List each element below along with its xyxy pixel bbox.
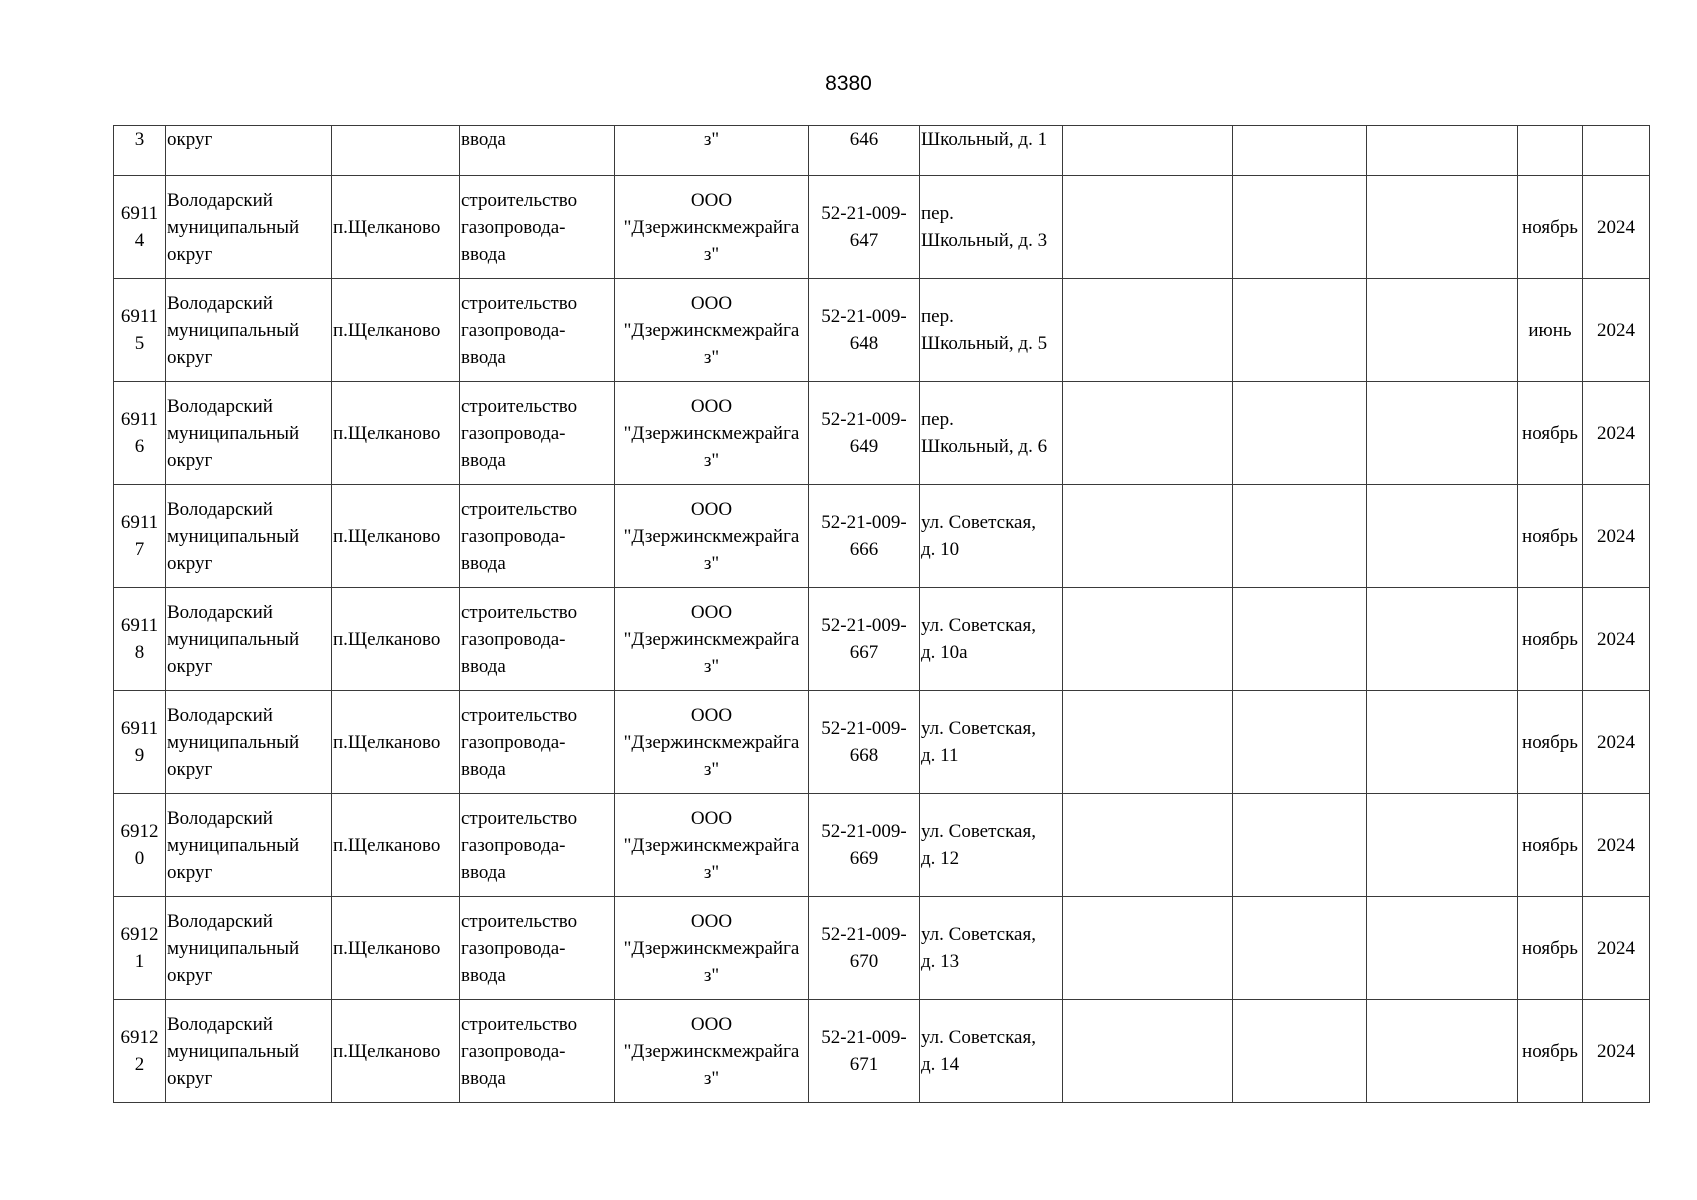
cell-number-line: 1 — [134, 951, 145, 972]
table-row-continued — [114, 126, 1650, 176]
cell-number — [114, 897, 166, 1000]
cell-address — [920, 1000, 1063, 1103]
cell-address-line: ул. Советская, — [921, 512, 1036, 533]
cell-number — [114, 176, 166, 279]
cell-address — [920, 176, 1063, 279]
cell-district — [166, 279, 332, 382]
cell-object-code-line: 52-21-009- — [821, 821, 907, 842]
cell-work-type-line: газопровода- — [461, 216, 566, 238]
cell-empty — [1063, 691, 1233, 794]
cell-district — [166, 897, 332, 1000]
table-body — [114, 126, 1650, 1103]
cell-organization-line: з" — [703, 449, 720, 471]
table-row — [114, 1000, 1650, 1103]
cell-organization — [615, 1000, 809, 1103]
cell-object-code-line: 52-21-009- — [821, 924, 907, 945]
cell-empty — [1233, 126, 1367, 176]
cell-object-code-line: 647 — [849, 230, 879, 251]
cell-district-line: муниципальный — [167, 422, 300, 444]
cell-work-type-line: газопровода- — [461, 834, 566, 856]
cell-organization-line: з" — [703, 243, 720, 265]
cell-month: ноябрь — [1518, 794, 1583, 897]
cell-organization — [615, 176, 809, 279]
cell-object-code-line: 52-21-009- — [821, 409, 907, 430]
cell-empty — [1063, 279, 1233, 382]
cell-number — [114, 382, 166, 485]
cell-work-type-line: строительство — [461, 292, 578, 314]
cell-empty — [1367, 279, 1518, 382]
cell-address — [920, 485, 1063, 588]
cell-district-line: Володарский — [167, 704, 273, 726]
cell-address-line: ул. Советская, — [921, 718, 1036, 739]
cell-address-line: д. 13 — [921, 951, 960, 972]
cell-address-line: пер. — [921, 409, 954, 430]
cell-object-code-line: 52-21-009- — [821, 615, 907, 636]
cell-empty — [1233, 382, 1367, 485]
cell-object-code-line: 671 — [849, 1054, 879, 1075]
cell-organization-line: "Дзержинскмежрайга — [623, 834, 800, 856]
cell-organization-line: з" — [703, 346, 720, 368]
cell-organization-line: з" — [703, 861, 720, 883]
cell-year: 2024 — [1583, 897, 1650, 1000]
table-row — [114, 382, 1650, 485]
cell-district-line: муниципальный — [167, 937, 300, 959]
cell-address-line: ул. Советская, — [921, 821, 1036, 842]
cell-organization-line: з" — [703, 552, 720, 574]
cell-work-type-line: строительство — [461, 910, 578, 932]
cell-district-line: муниципальный — [167, 1040, 300, 1062]
cell-object-code-line: 667 — [849, 642, 879, 663]
cell-work-type-line: строительство — [461, 704, 578, 726]
cell-number-line: 6911 — [120, 718, 159, 739]
cell-district: округ — [166, 126, 332, 176]
cell-empty — [1367, 1000, 1518, 1103]
cell-empty — [1233, 691, 1367, 794]
cell-object-code-line: 649 — [849, 436, 879, 457]
cell-district-line: Володарский — [167, 498, 273, 520]
cell-organization: з" — [615, 126, 809, 176]
cell-empty — [1063, 382, 1233, 485]
table-row — [114, 176, 1650, 279]
cell-number-line: 6 — [134, 436, 145, 457]
cell-work-type — [460, 691, 615, 794]
cell-place: п.Щелканово — [332, 691, 460, 794]
cell-number: 3 — [114, 126, 166, 176]
cell-work-type-line: ввода — [461, 655, 506, 677]
cell-month: ноябрь — [1518, 897, 1583, 1000]
cell-district-line: Володарский — [167, 910, 273, 932]
cell-district-line: округ — [167, 449, 213, 471]
cell-district-line: муниципальный — [167, 525, 300, 547]
cell-number-line: 0 — [134, 848, 145, 869]
cell-object-code — [809, 588, 920, 691]
cell-year: 2024 — [1583, 588, 1650, 691]
cell-number-line: 8 — [134, 642, 145, 663]
cell-organization-line: ООО — [690, 189, 733, 211]
cell-district-line: муниципальный — [167, 628, 300, 650]
cell-organization-line: ООО — [690, 498, 733, 520]
cell-place: п.Щелканово — [332, 279, 460, 382]
cell-work-type-line: строительство — [461, 1013, 578, 1035]
cell-number — [114, 485, 166, 588]
cell-address: Школьный, д. 1 — [920, 126, 1063, 176]
cell-place: п.Щелканово — [332, 382, 460, 485]
cell-number-line: 6911 — [120, 203, 159, 224]
cell-empty — [1233, 897, 1367, 1000]
cell-month: ноябрь — [1518, 176, 1583, 279]
cell-organization-line: "Дзержинскмежрайга — [623, 937, 800, 959]
cell-organization — [615, 279, 809, 382]
cell-work-type-line: газопровода- — [461, 319, 566, 341]
cell-month: ноябрь — [1518, 691, 1583, 794]
table-row — [114, 897, 1650, 1000]
cell-work-type — [460, 279, 615, 382]
cell-object-code — [809, 485, 920, 588]
cell-organization-line: ООО — [690, 292, 733, 314]
cell-district-line: муниципальный — [167, 216, 300, 238]
cell-empty — [1063, 126, 1233, 176]
cell-object-code-line: 648 — [849, 333, 879, 354]
cell-empty — [1063, 1000, 1233, 1103]
cell-number-line: 6912 — [120, 924, 159, 945]
cell-work-type-line: газопровода- — [461, 937, 566, 959]
cell-organization-line: ООО — [690, 395, 733, 417]
cell-organization-line: "Дзержинскмежрайга — [623, 319, 800, 341]
cell-district — [166, 176, 332, 279]
cell-object-code-line: 52-21-009- — [821, 203, 907, 224]
table-row — [114, 279, 1650, 382]
cell-address-line: пер. — [921, 203, 954, 224]
cell-district-line: округ — [167, 1067, 213, 1089]
cell-object-code-line: 52-21-009- — [821, 1027, 907, 1048]
cell-place: п.Щелканово — [332, 176, 460, 279]
cell-empty — [1233, 279, 1367, 382]
cell-empty — [1233, 1000, 1367, 1103]
cell-address-line: Школьный, д. 3 — [921, 230, 1048, 251]
cell-organization-line: з" — [703, 655, 720, 677]
cell-empty — [1063, 588, 1233, 691]
cell-object-code-line: 668 — [849, 745, 879, 766]
cell-work-type-line: строительство — [461, 498, 578, 520]
cell-work-type-line: ввода — [461, 964, 506, 986]
cell-address — [920, 691, 1063, 794]
cell-object-code — [809, 794, 920, 897]
cell-empty — [1233, 588, 1367, 691]
cell-work-type-line: газопровода- — [461, 422, 566, 444]
cell-district — [166, 485, 332, 588]
cell-organization-line: ООО — [690, 807, 733, 829]
cell-empty — [1367, 382, 1518, 485]
cell-place: п.Щелканово — [332, 1000, 460, 1103]
cell-year: 2024 — [1583, 485, 1650, 588]
cell-district — [166, 1000, 332, 1103]
cell-month: ноябрь — [1518, 485, 1583, 588]
cell-organization — [615, 485, 809, 588]
table-row — [114, 691, 1650, 794]
cell-organization-line: з" — [703, 1067, 720, 1089]
cell-work-type-line: ввода — [461, 1067, 506, 1089]
cell-district-line: Володарский — [167, 601, 273, 623]
cell-district — [166, 588, 332, 691]
cell-address-line: Школьный, д. 6 — [921, 436, 1048, 457]
cell-work-type — [460, 382, 615, 485]
cell-organization-line: "Дзержинскмежрайга — [623, 422, 800, 444]
cell-work-type: ввода — [460, 126, 615, 176]
cell-organization — [615, 691, 809, 794]
cell-number — [114, 588, 166, 691]
cell-number-line: 6911 — [120, 409, 159, 430]
cell-empty — [1063, 176, 1233, 279]
cell-number-line: 2 — [134, 1054, 145, 1075]
cell-year — [1583, 126, 1650, 176]
cell-organization-line: ООО — [690, 1013, 733, 1035]
cell-month: июнь — [1518, 279, 1583, 382]
cell-work-type-line: ввода — [461, 861, 506, 883]
table-row — [114, 588, 1650, 691]
cell-organization-line: ООО — [690, 910, 733, 932]
cell-organization-line: ООО — [690, 601, 733, 623]
cell-work-type — [460, 794, 615, 897]
cell-address-line: д. 10а — [921, 642, 968, 663]
cell-number-line: 6911 — [120, 306, 159, 327]
cell-year: 2024 — [1583, 794, 1650, 897]
cell-object-code-line: 52-21-009- — [821, 512, 907, 533]
cell-address — [920, 382, 1063, 485]
cell-work-type-line: строительство — [461, 395, 578, 417]
gas-connection-table — [113, 125, 1650, 1103]
cell-organization — [615, 382, 809, 485]
cell-work-type-line: газопровода- — [461, 628, 566, 650]
cell-work-type-line: строительство — [461, 807, 578, 829]
cell-empty — [1367, 691, 1518, 794]
cell-object-code — [809, 382, 920, 485]
cell-address-line: д. 14 — [921, 1054, 960, 1075]
cell-address-line: д. 11 — [921, 745, 959, 766]
cell-year: 2024 — [1583, 279, 1650, 382]
cell-district-line: Володарский — [167, 807, 273, 829]
cell-empty — [1367, 794, 1518, 897]
cell-work-type-line: ввода — [461, 243, 506, 265]
cell-number-line: 6912 — [120, 1027, 159, 1048]
cell-work-type — [460, 897, 615, 1000]
cell-number-line: 4 — [134, 230, 145, 251]
cell-district — [166, 691, 332, 794]
table-row — [114, 485, 1650, 588]
cell-organization-line: з" — [703, 964, 720, 986]
cell-work-type — [460, 485, 615, 588]
cell-number — [114, 794, 166, 897]
cell-number-line: 5 — [134, 333, 145, 354]
cell-object-code — [809, 176, 920, 279]
cell-number-line: 7 — [134, 539, 145, 560]
cell-organization — [615, 588, 809, 691]
cell-object-code — [809, 691, 920, 794]
cell-address-line: пер. — [921, 306, 954, 327]
cell-object-code — [809, 279, 920, 382]
cell-address — [920, 588, 1063, 691]
cell-month: ноябрь — [1518, 1000, 1583, 1103]
page-number: 8380 — [825, 72, 872, 95]
cell-year: 2024 — [1583, 176, 1650, 279]
cell-district-line: Володарский — [167, 1013, 273, 1035]
cell-organization — [615, 794, 809, 897]
cell-address-line: ул. Советская, — [921, 924, 1036, 945]
cell-number-line: 6911 — [120, 615, 159, 636]
cell-district-line: муниципальный — [167, 731, 300, 753]
cell-empty — [1367, 897, 1518, 1000]
cell-work-type-line: строительство — [461, 189, 578, 211]
cell-organization-line: "Дзержинскмежрайга — [623, 216, 800, 238]
cell-object-code-line: 670 — [849, 951, 879, 972]
cell-empty — [1367, 485, 1518, 588]
cell-number-line: 9 — [134, 745, 145, 766]
cell-district-line: Володарский — [167, 189, 273, 211]
cell-place: п.Щелканово — [332, 485, 460, 588]
cell-organization-line: "Дзержинскмежрайга — [623, 525, 800, 547]
cell-place: п.Щелканово — [332, 897, 460, 1000]
cell-organization-line: з" — [703, 758, 720, 780]
cell-district — [166, 382, 332, 485]
cell-district-line: округ — [167, 346, 213, 368]
cell-object-code-line: 669 — [849, 848, 879, 869]
cell-address-line: д. 10 — [921, 539, 960, 560]
cell-district-line: Володарский — [167, 395, 273, 417]
cell-address-line: Школьный, д. 5 — [921, 333, 1048, 354]
cell-work-type-line: газопровода- — [461, 1040, 566, 1062]
cell-district-line: муниципальный — [167, 319, 300, 341]
cell-month: ноябрь — [1518, 588, 1583, 691]
cell-empty — [1367, 126, 1518, 176]
cell-district-line: округ — [167, 758, 213, 780]
cell-object-code — [809, 1000, 920, 1103]
cell-address — [920, 794, 1063, 897]
cell-object-code-line: 52-21-009- — [821, 718, 907, 739]
cell-organization-line: "Дзержинскмежрайга — [623, 731, 800, 753]
cell-empty — [1233, 485, 1367, 588]
cell-place: п.Щелканово — [332, 588, 460, 691]
cell-district — [166, 794, 332, 897]
cell-empty — [1367, 176, 1518, 279]
cell-work-type-line: строительство — [461, 601, 578, 623]
cell-organization-line: "Дзержинскмежрайга — [623, 628, 800, 650]
cell-number-line: 6911 — [120, 512, 159, 533]
cell-work-type — [460, 1000, 615, 1103]
cell-organization-line: "Дзержинскмежрайга — [623, 1040, 800, 1062]
cell-organization-line: ООО — [690, 704, 733, 726]
cell-object-code-line: 666 — [849, 539, 879, 560]
cell-district-line: округ — [167, 552, 213, 574]
cell-work-type — [460, 588, 615, 691]
cell-place — [332, 126, 460, 176]
cell-object-code — [809, 897, 920, 1000]
cell-number-line: 6912 — [120, 821, 159, 842]
cell-year: 2024 — [1583, 691, 1650, 794]
cell-month — [1518, 126, 1583, 176]
cell-address-line: ул. Советская, — [921, 1027, 1036, 1048]
cell-district-line: муниципальный — [167, 834, 300, 856]
cell-district-line: округ — [167, 243, 213, 265]
cell-year: 2024 — [1583, 382, 1650, 485]
cell-work-type-line: газопровода- — [461, 525, 566, 547]
cell-district-line: Володарский — [167, 292, 273, 314]
cell-work-type-line: ввода — [461, 449, 506, 471]
cell-object-code-line: 52-21-009- — [821, 306, 907, 327]
cell-address — [920, 279, 1063, 382]
cell-empty — [1063, 794, 1233, 897]
cell-number — [114, 279, 166, 382]
cell-empty — [1233, 176, 1367, 279]
cell-work-type-line: ввода — [461, 346, 506, 368]
table-row — [114, 794, 1650, 897]
cell-empty — [1063, 485, 1233, 588]
cell-number — [114, 691, 166, 794]
cell-empty — [1063, 897, 1233, 1000]
cell-object-code: 646 — [809, 126, 920, 176]
cell-empty — [1233, 794, 1367, 897]
cell-month: ноябрь — [1518, 382, 1583, 485]
cell-year: 2024 — [1583, 1000, 1650, 1103]
cell-number — [114, 1000, 166, 1103]
cell-district-line: округ — [167, 861, 213, 883]
cell-address-line: ул. Советская, — [921, 615, 1036, 636]
cell-work-type-line: ввода — [461, 758, 506, 780]
cell-address — [920, 897, 1063, 1000]
cell-work-type-line: газопровода- — [461, 731, 566, 753]
cell-organization — [615, 897, 809, 1000]
cell-place: п.Щелканово — [332, 794, 460, 897]
cell-work-type-line: ввода — [461, 552, 506, 574]
cell-district-line: округ — [167, 655, 213, 677]
cell-empty — [1367, 588, 1518, 691]
cell-address-line: д. 12 — [921, 848, 960, 869]
cell-district-line: округ — [167, 964, 213, 986]
cell-work-type — [460, 176, 615, 279]
